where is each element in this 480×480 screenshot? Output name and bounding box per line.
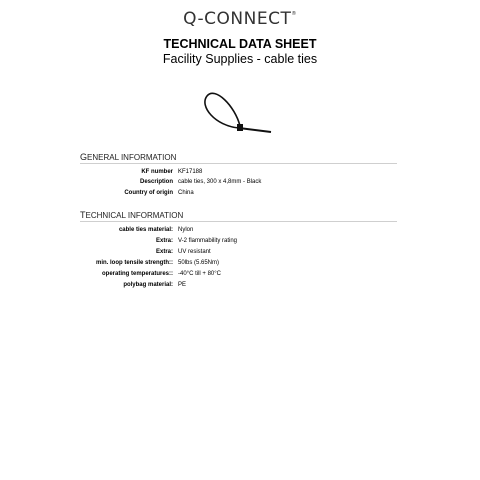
- row-label: cable ties material:: [118, 227, 173, 233]
- technical-row-temperature: [80, 269, 400, 279]
- general-row-kf-number: [80, 167, 400, 177]
- technical-row-extra-uv: [80, 247, 400, 257]
- technical-row-polybag: [80, 280, 400, 290]
- general-info-heading: [80, 152, 397, 164]
- row-label: min. loop tensile strength::: [95, 260, 173, 266]
- row-label: polybag material:: [123, 282, 173, 288]
- row-value: PE: [178, 282, 187, 288]
- row-value: KF17188: [178, 169, 203, 175]
- technical-heading-rest: ECHNICAL INFORMATION: [85, 211, 184, 220]
- row-value: V-2 flammability rating: [178, 238, 238, 244]
- technical-heading-initial: T: [80, 210, 86, 220]
- page-title: TECHNICAL DATA SHEET: [163, 37, 317, 51]
- registered-mark: ®: [291, 11, 297, 17]
- technical-row-extra-flammability: [80, 236, 400, 246]
- technical-row-material: [80, 225, 400, 235]
- row-label: Description: [139, 179, 173, 185]
- row-label: Country of origin: [124, 190, 173, 196]
- general-row-country: [80, 188, 400, 198]
- general-heading-initial: G: [80, 152, 88, 162]
- row-value: Nylon: [178, 227, 194, 233]
- row-value: China: [178, 190, 194, 196]
- brand-logo: [0, 9, 480, 29]
- row-value: -40°C till + 80°C: [178, 271, 221, 277]
- cable-tie-image: [195, 86, 275, 142]
- row-label: Extra:: [155, 249, 173, 255]
- row-value: UV resistant: [178, 249, 211, 255]
- page-subtitle: Facility Supplies - cable ties: [162, 52, 318, 66]
- row-value: cable ties, 300 x 4,8mm - Black: [178, 179, 262, 185]
- row-value: 50lbs (5.65Nm): [178, 260, 220, 266]
- row-label: KF number: [141, 169, 173, 175]
- row-label: Extra:: [155, 238, 173, 244]
- brand-logo-text: Q-CONNECT: [183, 9, 292, 29]
- row-label: operating temperatures::: [101, 271, 173, 277]
- general-row-description: [80, 177, 400, 187]
- general-heading-rest: ENERAL INFORMATION: [87, 153, 177, 162]
- technical-row-tensile: [80, 258, 400, 268]
- technical-info-heading: [80, 210, 397, 222]
